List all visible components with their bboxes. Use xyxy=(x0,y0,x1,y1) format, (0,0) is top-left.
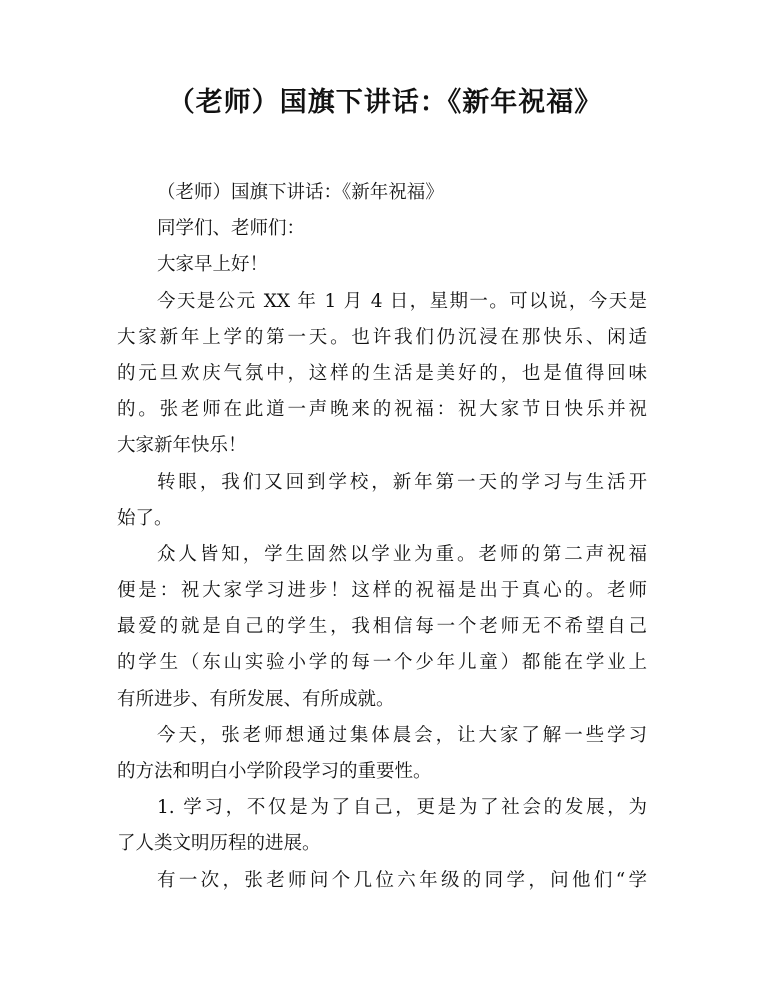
greeting-line: 大家早上好！ xyxy=(157,254,269,276)
paragraph-line: 众人皆知，学生固然以学业为重。老师的第二声祝福 xyxy=(157,543,647,565)
paragraph-line: 今天是公元 XX 年 1 月 4 日，星期一。可以说，今天是 xyxy=(157,290,647,312)
paragraph-line: 了人类文明历程的进展。 xyxy=(117,833,321,855)
paragraph-line: 的学生（东山实验小学的每一个少年儿童）都能在学业上 xyxy=(117,652,647,674)
paragraph-line: 有所进步、有所发展、有所成就。 xyxy=(117,688,395,710)
paragraph-line: 转眼，我们又回到学校，新年第一天的学习与生活开 xyxy=(157,471,647,493)
paragraph-line: 大家新年快乐！ xyxy=(117,435,247,457)
paragraph-line: 的方法和明白小学阶段学习的重要性。 xyxy=(117,761,432,782)
salutation-line: 同学们、老师们： xyxy=(157,218,306,240)
document-body xyxy=(117,175,647,899)
paragraph-line: 最爱的就是自己的学生，我相信每一个老师无不希望自己 xyxy=(117,616,647,638)
document-title: （老师）国旗下讲话：《新年祝福》 xyxy=(167,87,603,118)
paragraph-line: 便是：祝大家学习进步！这样的祝福是出于真心的。老师 xyxy=(117,580,647,602)
paragraph-line: 大家新年上学的第一天。也许我们仍沉浸在那快乐、闲适 xyxy=(117,326,647,348)
paragraph-line: 始了。 xyxy=(117,507,173,529)
paragraph-line: 的元旦欢庆气氛中，这样的生活是美好的，也是值得回味 xyxy=(117,362,647,384)
paragraph-line: 1. 学习，不仅是为了自己，更是为了社会的发展，为 xyxy=(157,797,647,819)
paragraph-line: 今天，张老师想通过集体晨会，让大家了解一些学习 xyxy=(157,724,647,746)
paragraph-line: 有一次，张老师问个几位六年级的同学，问他们“学 xyxy=(157,869,647,891)
paragraph-line: 的。张老师在此道一声晚来的祝福：祝大家节日快乐并祝 xyxy=(117,399,647,421)
subtitle-line: （老师）国旗下讲话：《新年祝福》 xyxy=(157,182,444,203)
